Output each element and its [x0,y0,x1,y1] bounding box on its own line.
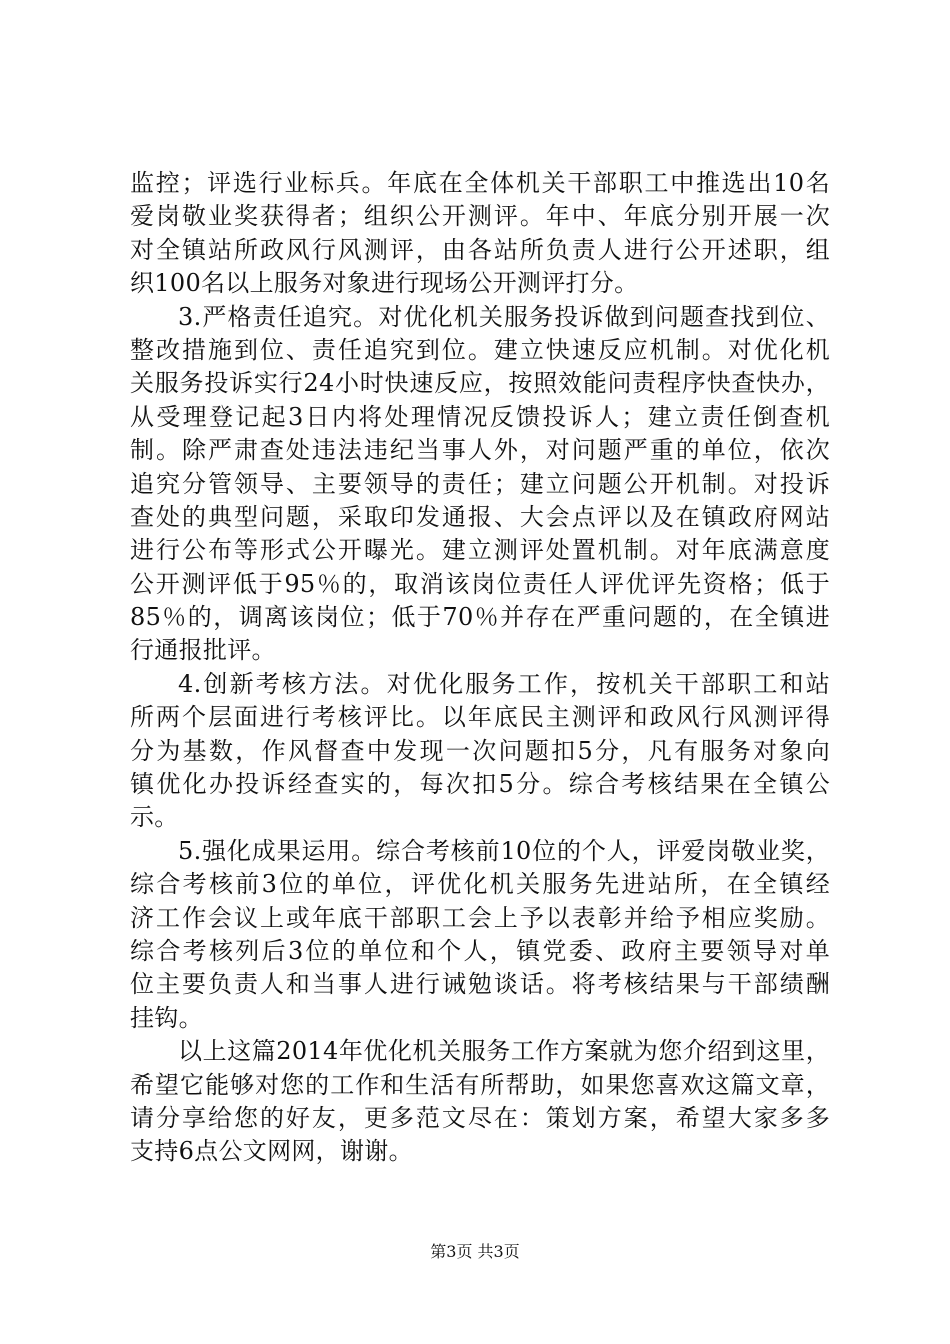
text-line: 整改措施到位、责任追究到位。建立快速反应机制。对优化机 [130,335,830,364]
text-line: 综合考核列后3位的单位和个人，镇党委、政府主要领导对单 [130,936,830,965]
text-line: 位主要负责人和当事人进行诫勉谈话。将考核结果与干部绩酬 [130,970,830,999]
text-line: 济工作会议上或年底干部职工会上予以表彰并给予相应奖励。 [130,903,830,932]
text-line: 关服务投诉实行24小时快速反应，按照效能问责程序快查快办， [130,369,830,398]
text-line: 追究分管领导、主要领导的责任；建立问题公开机制。对投诉 [130,469,830,498]
paragraph-closing [130,1035,830,1169]
page-footer [0,1242,950,1262]
text-line: 制。除严肃查处违法违纪当事人外，对问题严重的单位，依次 [130,436,830,465]
page-number: 第3页 共3页 [430,1242,520,1261]
paragraph-results [130,835,830,1035]
text-line: 以上这篇2014年优化机关服务工作方案就为您介绍到这里， [178,1037,830,1066]
paragraph-continuation [130,167,830,301]
text-line: 85％的，调离该岗位；低于70％并存在严重问题的，在全镇进 [130,603,830,632]
text-line: 3.严格责任追究。对优化机关服务投诉做到问题查找到位、 [178,302,830,331]
text-line: 公开测评低于95％的，取消该岗位责任人评优评先资格；低于 [130,569,830,598]
text-line: 从受理登记起3日内将处理情况反馈投诉人；建立责任倒查机 [130,402,830,431]
text-line: 织100名以上服务对象进行现场公开测评打分。 [130,269,639,298]
text-line: 镇优化办投诉经查实的，每次扣5分。综合考核结果在全镇公 [130,770,830,799]
paragraph-responsibility [130,301,830,668]
text-line: 爱岗敬业奖获得者；组织公开测评。年中、年底分别开展一次 [130,202,830,231]
text-line: 示。 [130,803,179,832]
text-line: 请分享给您的好友，更多范文尽在：策划方案，希望大家多多 [130,1103,830,1132]
text-line: 支持6点公文网网，谢谢。 [130,1137,413,1166]
document-body [130,167,830,1169]
text-line: 希望它能够对您的工作和生活有所帮助，如果您喜欢这篇文章， [130,1070,830,1099]
text-line: 综合考核前3位的单位，评优化机关服务先进站所，在全镇经 [130,870,830,899]
text-line: 挂钩。 [130,1003,203,1032]
text-line: 4.创新考核方法。对优化服务工作，按机关干部职工和站 [178,669,830,698]
text-line: 查处的典型问题，采取印发通报、大会点评以及在镇政府网站 [130,502,830,531]
text-line: 5.强化成果运用。综合考核前10位的个人，评爱岗敬业奖， [178,836,830,865]
text-line: 分为基数，作风督查中发现一次问题扣5分，凡有服务对象向 [130,736,830,765]
text-line: 监控；评选行业标兵。年底在全体机关干部职工中推选出10名 [130,169,830,197]
text-line: 进行公布等形式公开曝光。建立测评处置机制。对年底满意度 [130,536,830,565]
text-line: 所两个层面进行考核评比。以年底民主测评和政风行风测评得 [130,703,830,732]
text-line: 对全镇站所政风行风测评，由各站所负责人进行公开述职，组 [130,235,830,264]
paragraph-assessment [130,668,830,835]
text-line: 行通报批评。 [130,636,276,665]
